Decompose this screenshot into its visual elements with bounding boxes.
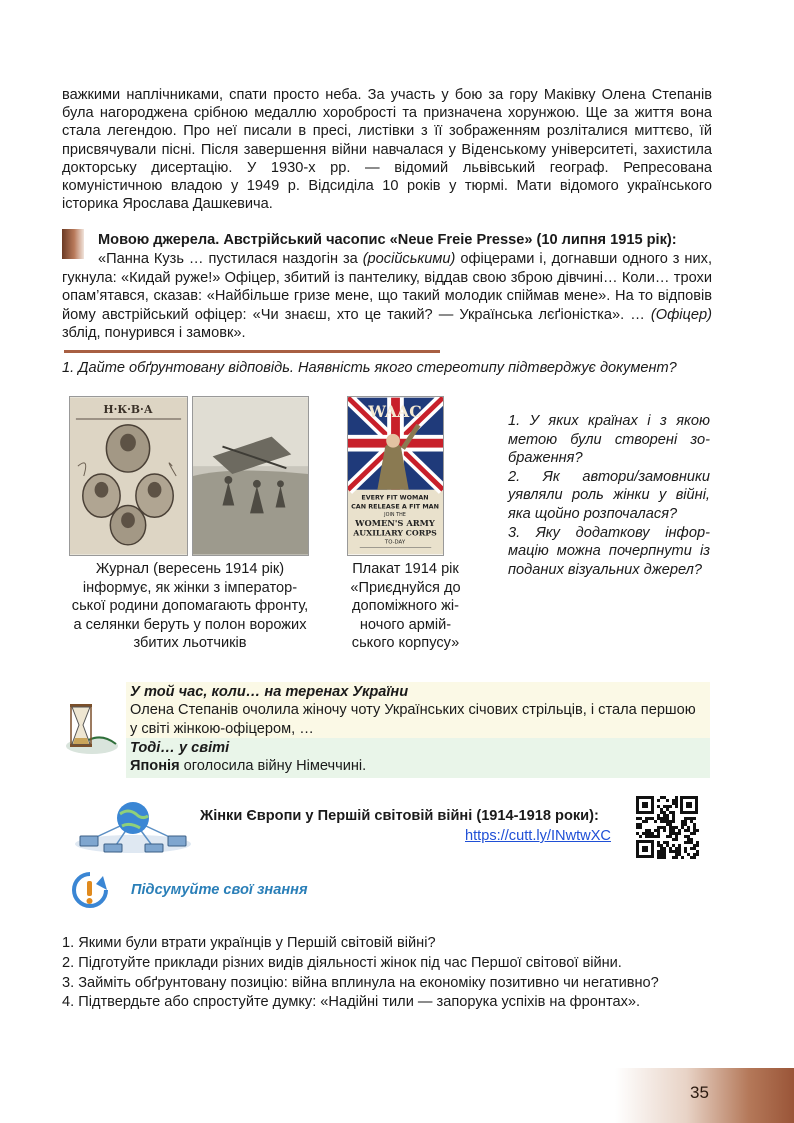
timeline-ukraine bbox=[126, 682, 710, 738]
timeline-world-heading: Тоді… у світі bbox=[130, 740, 230, 756]
poster-line: TO-DAY bbox=[384, 539, 406, 546]
poster-line: JOIN THE bbox=[384, 512, 406, 519]
final-questions-list bbox=[62, 934, 712, 1013]
journal-field-scene-image bbox=[192, 396, 309, 556]
qr-code-icon[interactable] bbox=[634, 794, 700, 860]
web-resource-title: Жінки Європи у Першій світовій війні (1914-1918 роки): bbox=[200, 808, 599, 824]
timeline-ukraine-heading: У той час, коли… на теренах України bbox=[130, 684, 409, 700]
journal-caption: Журнал (вересень 1914 рік) інформує, як жінки з імператор-ської родини допомагають фронту, а селянки беруть у полон ворожих збитих льотчиків bbox=[71, 561, 309, 652]
task-question: 1. Дайте обґрунтовану відповідь. Наявність якого стереотипу підтверджує документ? bbox=[62, 360, 677, 376]
web-resource-link[interactable]: https://cutt.ly/INwtwXC bbox=[465, 828, 611, 844]
page-number: 35 bbox=[690, 1083, 709, 1102]
poster-title: WAAC bbox=[368, 402, 422, 422]
timeline-world-text: Японія оголосила війну Німеччині. bbox=[130, 758, 367, 775]
list-item: 2. Підготуйте приклади різних видів діяльності жінок під час Першої світової війни. bbox=[62, 954, 622, 971]
poster-line: WOMEN'S ARMY bbox=[355, 517, 435, 528]
timeline-ukraine-text: Олена Степанів очолила жіночу чоту Українських січових стрільців, і стала першою у світі жінкою-офіцером, … bbox=[130, 702, 696, 737]
poster-line: CAN RELEASE A FIT MAN bbox=[351, 503, 439, 511]
list-item: 1. Якими були втрати українців у Першій світовій війні? bbox=[62, 935, 436, 951]
journal-masthead: Н·К·В·А bbox=[103, 403, 153, 417]
intro-paragraph: важкими наплічниками, спати просто неба. За участь у бою за гору Маківку Олена Степанів була нагороджена срібною медаллю хоробрості та призначена хорунжою. Ще за життя вона стала легендою. Про неї писали в пресі, листівки з її зображенням розліталися миттєво, їй присвячували пісні. Після завершення війни навчалася у Віденському університеті, захистила докторську дисертацію. У 1930-х рр. — відомий львівський географ. Репресована комуністичною владою у 1949 р. Відсиділа 10 років у тюрмі. Мати відомого українського історика Ярослава Дашкевича. bbox=[62, 87, 712, 213]
hourglass-icon bbox=[58, 700, 120, 756]
summary-title: Підсумуйте свої знання bbox=[131, 882, 308, 898]
image-question: 1. У яких країнах і з якою метою були створені зо-браження? bbox=[508, 413, 710, 467]
journal-portraits-image bbox=[69, 396, 188, 556]
source-quote: «Панна Кузь … пустилася наздогін за (російськими) офіцерами і, догнавши одного з них, гукнула: «Кидай руже!» Офіцер, збитий із пантелику, віддав свою зброю дівчині… Коли… трохи опам’ятався, сказав: «Найбільше гризе мене, що такий молодик спіймав мене». На то відповів йому австрійський офіцер: «Чи знаєш, хто це такий? — Українська лєґіоністка». … (Офіцер) зблід, понурився і замовк». bbox=[62, 251, 712, 342]
image-question: 3. Яку додаткову інфор-мацію можна почерпнути із поданих візуальних джерел? bbox=[508, 524, 710, 578]
image-question: 2. Як автори/замовники уявляли роль жінки у війні, яка щойно розпочалася? bbox=[508, 468, 710, 522]
section-divider bbox=[64, 350, 440, 353]
image-questions bbox=[508, 412, 710, 579]
poster-line: AUXILIARY CORPS bbox=[353, 528, 437, 538]
poster-caption: Плакат 1914 рік «Приєднуйся до допоміжного жі-ночого армій-ського корпусу» bbox=[350, 561, 461, 652]
list-item: 4. Підтвердьте або спростуйте думку: «Надійні тили — запорука успіхів на фронтах». bbox=[62, 994, 641, 1011]
timeline-world bbox=[126, 738, 710, 778]
summary-info-icon bbox=[70, 870, 110, 912]
poster-line: EVERY FIT WOMAN bbox=[361, 494, 429, 502]
waac-poster-image bbox=[347, 396, 444, 556]
network-globe-icon bbox=[70, 798, 196, 854]
source-title: Мовою джерела. Австрійський часопис «Neue Freie Presse» (10 липня 1915 рік): bbox=[98, 232, 677, 248]
list-item: 3. Займіть обґрунтовану позицію: війна вплинула на економіку позитивно чи негативно? bbox=[62, 974, 659, 991]
